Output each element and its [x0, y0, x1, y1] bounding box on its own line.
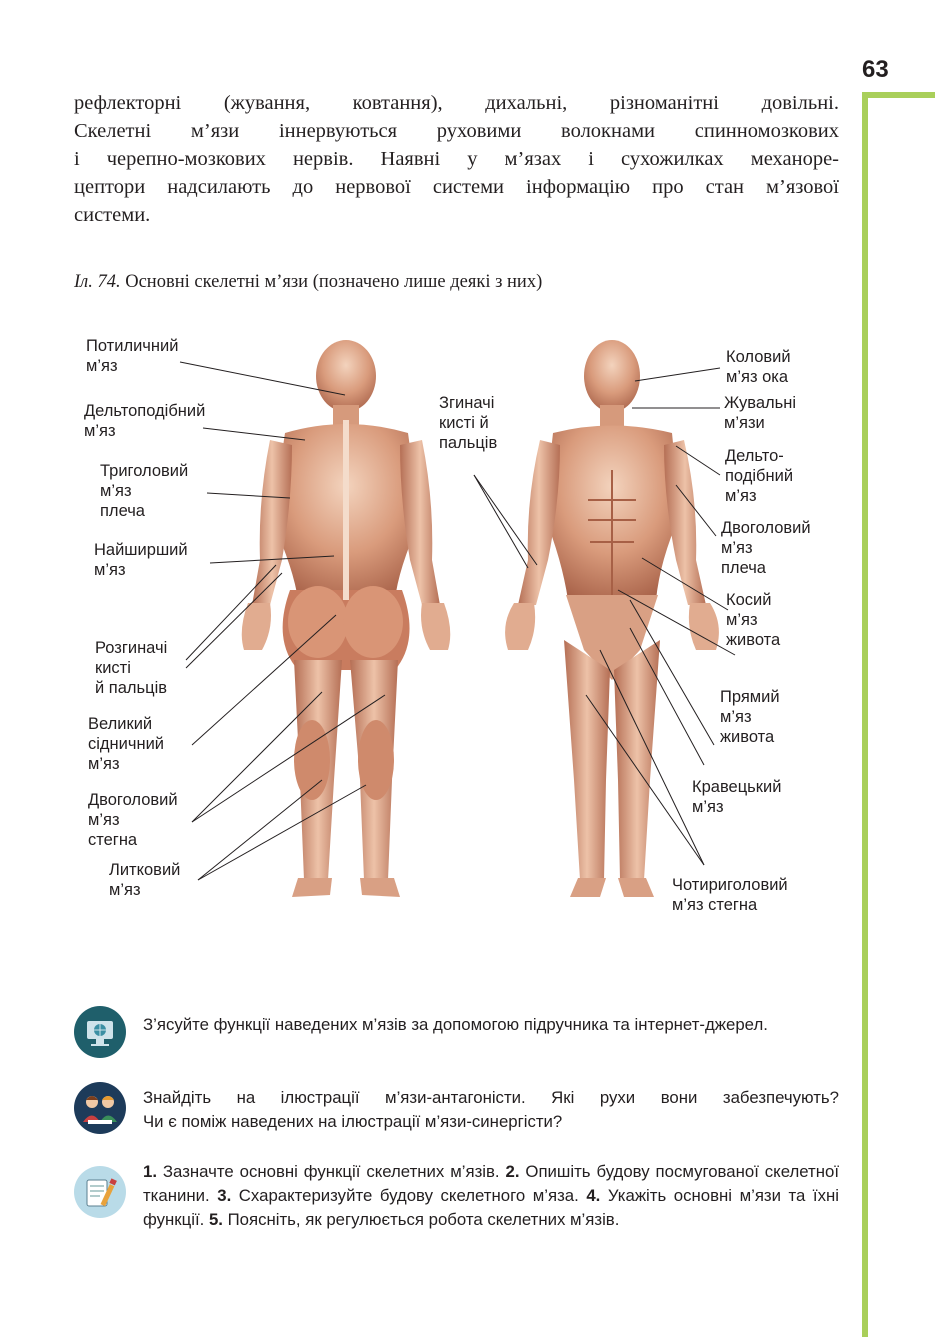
- task-group-line: Знайдіть на ілюстрації м’язи-антагоністи. Які рухи вони забезпечують?: [143, 1088, 839, 1107]
- label-line: м’яз: [100, 482, 132, 500]
- label-line: пальців: [439, 434, 498, 452]
- question-number: 1.: [143, 1162, 157, 1181]
- label-masseter: [724, 393, 796, 433]
- label-latissimus: [94, 540, 188, 580]
- label-line: м’яз: [88, 755, 120, 773]
- label-line: м’яз: [720, 708, 752, 726]
- computer-globe-icon: [74, 1006, 126, 1058]
- label-deltoid-front: [725, 446, 793, 506]
- figure-caption-text: Основні скелетні м’язи (позначено лише деякі з них): [120, 272, 543, 292]
- label-triceps: [100, 461, 188, 521]
- question-text: Укажіть основні м’язи та їхні функції.: [143, 1186, 839, 1229]
- body-line: Скелетні м’язи іннервуються руховими волокнами спинномозкових: [74, 120, 839, 142]
- label-line: Жувальні: [724, 394, 797, 412]
- label-occipital-muscle: [86, 336, 178, 376]
- label-line: Дельто-: [725, 447, 784, 465]
- label-line: Косий: [726, 591, 772, 609]
- task-internet: З’ясуйте функції наведених м’язів за допомогою підручника та інтернет-джерел.: [143, 1015, 768, 1034]
- label-line: стегна: [88, 831, 138, 849]
- label-gastrocnemius: [109, 860, 180, 900]
- label-line: Коловий: [726, 348, 791, 366]
- label-flexors: [439, 393, 497, 453]
- label-line: м’яз: [725, 487, 757, 505]
- label-line: Розгиначі: [95, 639, 168, 657]
- task-questions: [143, 1160, 839, 1232]
- label-orbicularis-oculi: [726, 347, 791, 387]
- back-view-figure: [242, 340, 451, 897]
- label-oblique: [726, 590, 780, 650]
- figure-caption: [74, 272, 542, 293]
- label-line: м’яз: [692, 798, 724, 816]
- page-accent-bar: [862, 94, 868, 1337]
- page-number: 63: [862, 56, 889, 83]
- label-line: Великий: [88, 715, 153, 733]
- notebook-pencil-icon: [74, 1166, 126, 1218]
- label-line: м’яз: [721, 539, 753, 557]
- label-line: Литковий: [109, 861, 181, 879]
- label-line: м’язи: [724, 414, 765, 432]
- label-line: м’яз: [88, 811, 120, 829]
- label-line: Кравецький: [692, 778, 782, 796]
- label-extensors: [95, 638, 167, 698]
- label-biceps-brachii: [721, 518, 811, 578]
- question-number: 2.: [505, 1162, 520, 1181]
- question-text: Схарактеризуйте будову скелетного м’яза.: [231, 1186, 587, 1205]
- body-line: і черепно-мозкових нервів. Наявні у м’язах і сухожилках механоре-: [74, 148, 839, 170]
- label-line: м’яз: [86, 357, 118, 375]
- question-text: Опишіть будову посмугованої скелетної тканини.: [143, 1162, 839, 1205]
- label-line: м’яз ока: [726, 368, 789, 386]
- label-line: кисті й: [439, 414, 489, 432]
- label-line: плеча: [100, 502, 145, 520]
- label-line: Дельтоподібний: [84, 402, 206, 420]
- label-line: кисті: [95, 659, 131, 677]
- label-line: сідничний: [88, 735, 165, 753]
- label-gluteus-maximus: [88, 714, 164, 774]
- label-line: м’яз: [84, 422, 116, 440]
- body-line: рефлекторні (жування, ковтання), дихальні, різноманітні довільні.: [74, 92, 839, 114]
- figure-caption-label: Іл. 74.: [74, 272, 121, 292]
- label-line: живота: [726, 631, 781, 649]
- label-deltoid-back: [84, 401, 205, 441]
- question-number: 4.: [586, 1186, 601, 1205]
- label-line: м’яз стегна: [672, 896, 758, 914]
- label-line: Чотириголовий: [672, 876, 788, 894]
- label-line: Прямий: [720, 688, 780, 706]
- label-line: живота: [720, 728, 775, 746]
- label-line: м’яз: [94, 561, 126, 579]
- label-rectus-abdominis: [720, 687, 780, 747]
- label-line: м’яз: [726, 611, 758, 629]
- task-group: [143, 1086, 839, 1134]
- label-line: Потиличний: [86, 337, 179, 355]
- muscle-figure: [0, 320, 860, 940]
- label-line: м’яз: [109, 881, 141, 899]
- question-number: 3.: [217, 1186, 232, 1205]
- body-paragraph: [74, 89, 839, 229]
- label-quadriceps: [672, 875, 788, 915]
- label-line: Згиначі: [439, 394, 495, 412]
- label-line: Двоголовий: [721, 519, 811, 537]
- body-line: системи.: [74, 204, 151, 226]
- label-sartorius: [692, 777, 781, 817]
- question-number: 5.: [208, 1210, 223, 1229]
- label-biceps-femoris: [88, 790, 178, 850]
- question-text: Зазначте основні функції скелетних м’язів.: [157, 1162, 506, 1181]
- label-line: Триголовий: [100, 462, 189, 480]
- page-accent-bar-top: [862, 92, 935, 98]
- label-line: Найширший: [94, 541, 188, 559]
- label-line: подібний: [725, 467, 794, 485]
- task-group-line: Чи є поміж наведених на ілюстрації м’язи-синергісти?: [143, 1112, 563, 1131]
- label-line: Двоголовий: [88, 791, 178, 809]
- label-line: плеча: [721, 559, 766, 577]
- label-line: й пальців: [95, 679, 168, 697]
- body-line: цептори надсилають до нервової системи інформацію про стан м’язової: [74, 176, 839, 198]
- question-text: Поясніть, як регулюється робота скелетних м’язів.: [222, 1210, 620, 1229]
- students-group-icon: [74, 1082, 126, 1134]
- front-view-figure: [505, 340, 719, 897]
